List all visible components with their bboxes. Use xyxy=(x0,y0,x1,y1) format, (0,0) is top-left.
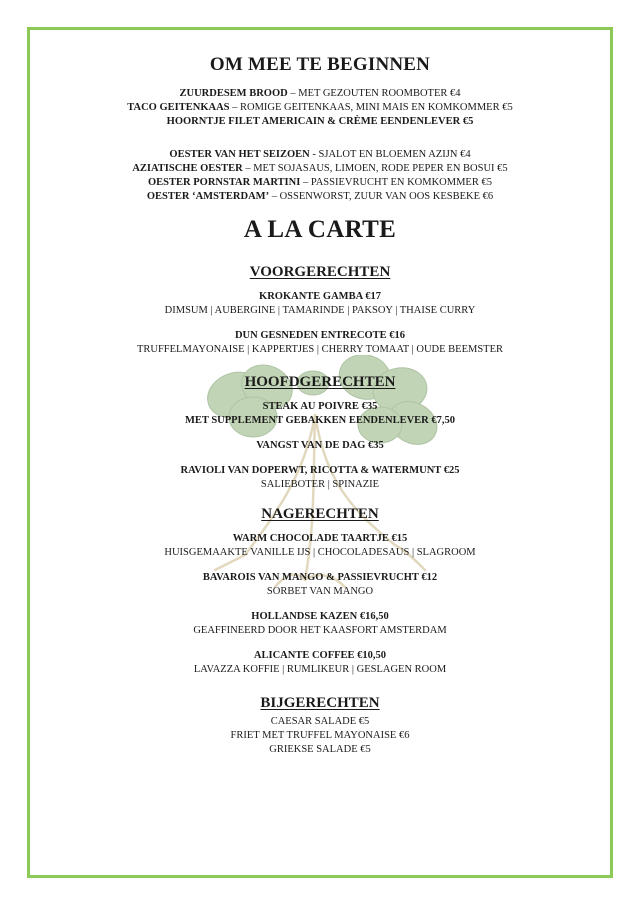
oyster-list xyxy=(30,148,610,204)
oyster-item-desc: – PASSIEVRUCHT EN KOMKOMMER €5 xyxy=(300,177,492,188)
oyster-item xyxy=(30,190,610,204)
oyster-item xyxy=(30,162,610,176)
dish-item xyxy=(30,649,610,677)
dish-description: MET SUPPLEMENT GEBAKKEN EENDENLEVER €7,50 xyxy=(184,415,456,426)
dish-description: GEAFFINEERD DOOR HET KAASFORT AMSTERDAM xyxy=(193,625,447,636)
oyster-item-name: OESTER PORNSTAR MARTINI xyxy=(148,177,301,188)
section-bijgerechten xyxy=(30,695,610,757)
dish-description: SALIEBOTER | SPINAZIE xyxy=(260,479,380,490)
starter-item xyxy=(30,87,610,101)
dish-description: TRUFFELMAYONAISE | KAPPERTJES | CHERRY TOMAAT | OUDE BEEMSTER xyxy=(136,344,504,355)
side-item: GRIEKSE SALADE €5 xyxy=(269,744,371,755)
dish-item xyxy=(30,290,610,318)
section-title: NAGERECHTEN xyxy=(261,506,379,522)
dish-name: WARM CHOCOLADE TAARTJE €15 xyxy=(232,533,408,544)
dish-item xyxy=(30,464,610,492)
starter-item-name: TACO GEITENKAAS xyxy=(127,102,230,113)
starter-item-desc: – MET GEZOUTEN ROOMBOTER €4 xyxy=(287,88,461,99)
starter-item xyxy=(30,101,610,115)
dish-item xyxy=(30,439,610,453)
side-item: FRIET MET TRUFFEL MAYONAISE €6 xyxy=(230,730,410,741)
dish-item xyxy=(30,329,610,357)
dish-name: ALICANTE COFFEE €10,50 xyxy=(253,650,387,661)
side-item: CAESAR SALADE €5 xyxy=(270,716,370,727)
dish-item xyxy=(30,532,610,560)
oyster-item-name: OESTER ‘AMSTERDAM’ xyxy=(146,191,270,202)
section-nagerechten xyxy=(30,506,610,677)
dish-name: RAVIOLI VAN DOPERWT, RICOTTA & WATERMUNT €25 xyxy=(180,465,460,476)
oyster-item xyxy=(30,176,610,190)
dish-description: LAVAZZA KOFFIE | RUMLIKEUR | GESLAGEN ROOM xyxy=(193,664,447,675)
dish-name: HOLLANDSE KAZEN €16,50 xyxy=(251,611,389,622)
starter-item-desc: – ROMIGE GEITENKAAS, MINI MAIS EN KOMKOMMER €5 xyxy=(229,102,513,113)
dish-name: DUN GESNEDEN ENTRECOTE €16 xyxy=(234,330,406,341)
oyster-item xyxy=(30,148,610,162)
section-title: VOORGERECHTEN xyxy=(249,264,391,280)
menu-content xyxy=(30,30,610,757)
oyster-item-name: AZIATISCHE OESTER xyxy=(132,163,243,174)
dish-description: HUISGEMAAKTE VANILLE IJS | CHOCOLADESAUS | SLAGROOM xyxy=(164,547,476,558)
start-title: OM MEE TE BEGINNEN xyxy=(209,54,431,75)
dish-name: KROKANTE GAMBA €17 xyxy=(259,291,381,302)
starter-item xyxy=(30,115,610,129)
oyster-item-desc: – OSSENWORST, ZUUR VAN OOS KESBEKE €6 xyxy=(269,191,494,202)
oyster-item-desc: - SJALOT EN BLOEMEN AZIJN €4 xyxy=(309,149,471,160)
starter-list xyxy=(30,87,610,129)
section-hoofdgerechten xyxy=(30,374,610,492)
starter-item-name: ZUURDESEM BROOD xyxy=(179,88,288,99)
dish-description: SORBET VAN MANGO xyxy=(266,586,374,597)
oyster-item-name: OESTER VAN HET SEIZOEN xyxy=(169,149,310,160)
starter-item-name: HOORNTJE FILET AMERICAIN & CRÈME EENDENLEVER €5 xyxy=(166,116,474,127)
dish-item xyxy=(30,610,610,638)
dish-description: DIMSUM | AUBERGINE | TAMARINDE | PAKSOY | THAISE CURRY xyxy=(164,305,476,316)
dish-name: VANGST VAN DE DAG €35 xyxy=(256,440,384,451)
carte-title: A LA CARTE xyxy=(243,216,397,243)
section-title: BIJGERECHTEN xyxy=(260,695,380,711)
section-title: HOOFDGERECHTEN xyxy=(244,374,396,390)
dish-name: BAVAROIS VAN MANGO & PASSIEVRUCHT €12 xyxy=(202,572,438,583)
dish-name: STEAK AU POIVRE €35 xyxy=(262,401,378,412)
dish-item xyxy=(30,400,610,428)
oyster-item-desc: – MET SOJASAUS, LIMOEN, RODE PEPER EN BOSUI €5 xyxy=(242,163,508,174)
dish-item xyxy=(30,571,610,599)
section-voorgerechten xyxy=(30,264,610,357)
